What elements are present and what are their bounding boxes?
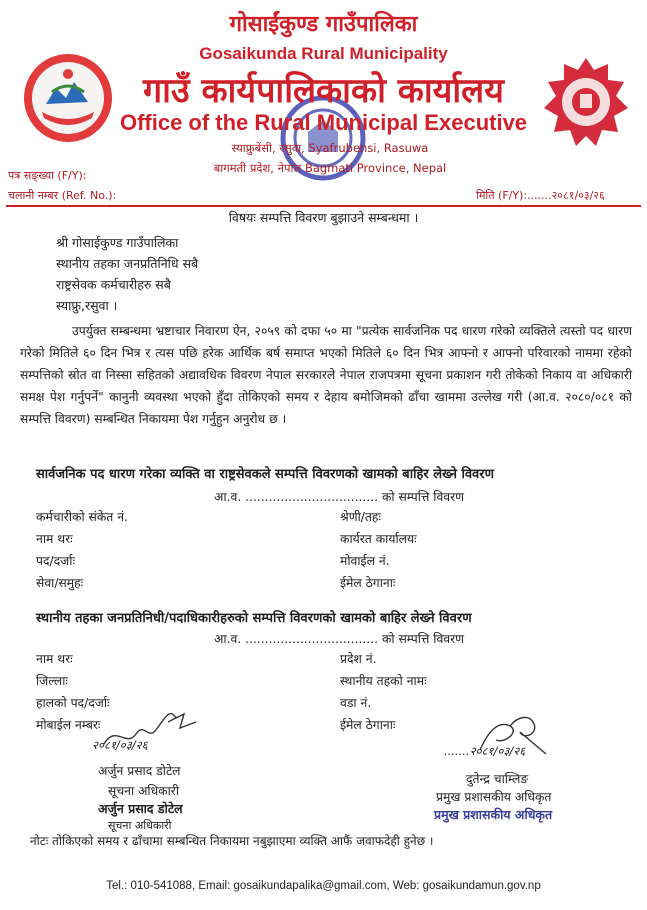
- address-line-1: स्याफ्रुबेंसी, रसुवा, Syafrubensi, Rasuwa: [231, 141, 429, 155]
- s1-field-office: कार्यरत कार्यालयः: [340, 532, 417, 546]
- section1-fiscal-line: आ.व. .................................. को सम्पत्ति विवरण: [214, 490, 465, 504]
- body-paragraph: उपर्युक्त सम्बन्धमा भ्रष्टाचार निवारण ऐन, २०५९ को दफा ५० मा "प्रत्येक सार्वजनिक पद धारण गरेको व्यक्तिले त्यस्तो पद धारण गरेको मितिले ६० दिन भित्र र त्यस पछि हरेक आर्थिक बर्ष समाप्त भएको मितिले ६० दिन भित्र आफ्नो र आफ्नो परिवारको नाममा रहेको सम्पत्तिको स्रोत वा निस्सा सहितको अद्यावधिक विवरण नेपाल सरकारले नेपाल राजपत्रमा सूचना प्रकाशन गरी तोकेको निकाय वा अधिकारी समक्ष पेश गर्नुपर्ने" कानुनी व्यवस्था भएको हुँदा तोकिएको समय र देहाय बमोजिमको ढाँचा खाममा उल्लेख गरी (आ.व. २०८०/०८१ को सम्पत्ति विवरण) सम्बन्धित निकायमा पेश गर्नुहुन अनुरोध छ ।: [20, 324, 632, 426]
- s1-field-grade: श्रेणी/तहः: [340, 510, 381, 524]
- date-label: मिति (F/Y):.......: [476, 189, 552, 202]
- date-value: २०८१/०३/२६: [551, 189, 605, 202]
- recipient-line: स्थानीय तहका जनप्रतिनिधि सबै: [56, 256, 199, 271]
- note-line: नोटः तोकिएको समय र ढाँचामा सम्बन्धित निकायमा नबुझाएमा व्यक्ति आफैं जवाफदेही हुनेछ ।: [30, 834, 434, 848]
- office-name-nepali: गाउँ कार्यपालिकाको कार्यालय: [143, 71, 504, 111]
- right-signatory-name: दुतेन्द्र चाम्लिङ: [466, 772, 529, 786]
- address-line-2: बागमती प्रदेश, नेपाल Bagmati Province, Nepal: [213, 161, 447, 175]
- left-signatory-title: सूचना अधिकारी: [108, 784, 180, 798]
- s1-field-name: नाम थरः: [36, 532, 73, 546]
- right-date-dots: .......: [444, 744, 470, 758]
- s1-field-employee-code: कर्मचारीको संकेत नं.: [36, 510, 128, 524]
- s1-field-email: ईमेल ठेगानाः: [340, 576, 396, 590]
- s2-field-mobile: मोबाईल नम्बरः: [36, 718, 101, 732]
- right-signatory-title: प्रमुख प्रशासकीय अधिकृत: [436, 790, 552, 804]
- s2-field-district: जिल्लाः: [36, 674, 68, 688]
- left-signature-date: २०८१/०३/२६: [92, 738, 148, 752]
- right-date-value: २०८१/०३/२६: [469, 744, 526, 758]
- section1-title: सार्वजनिक पद धारण गरेका व्यक्ति वा राष्ट्रसेवकले सम्पत्ति विवरणको खामको बाहिर लेख्ने विवरण: [36, 467, 494, 482]
- right-signature-date: [444, 744, 525, 759]
- left-stamp-name: अर्जुन प्रसाद डोटेल: [98, 801, 183, 816]
- s2-field-local-level: स्थानीय तहको नामः: [340, 674, 427, 688]
- right-stamp-title: प्रमुख प्रशासकीय अधिकृत: [434, 807, 553, 822]
- s1-field-position: पद/दर्जाः: [36, 554, 75, 568]
- office-name-english: Office of the Rural Municipal Executive: [119, 110, 528, 135]
- s2-field-province: प्रदेश नं.: [340, 652, 377, 666]
- letter-number-label: पत्र सङ्ख्या (F/Y):: [8, 169, 87, 182]
- recipient-line: स्याफ्रु,रसुवा ।: [56, 298, 118, 313]
- section2-title: स्थानीय तहका जनप्रतिनिधी/पदाधिकारीहरुको सम्पत्ति विवरणको खामको बाहिर लेख्ने विवरण: [36, 611, 472, 626]
- recipient-line: श्री गोसाईकुण्ड गाउँपालिका: [56, 235, 179, 250]
- date-field: [476, 188, 605, 203]
- header-divider: [6, 205, 641, 207]
- recipient-list: [56, 232, 198, 316]
- left-signatory-name: अर्जुन प्रसाद डोटेल: [98, 764, 181, 778]
- footer-contact: Tel.: 010-541088, Email: gosaikundapalika@gmail.com, Web: gosaikundamun.gov.np: [106, 880, 541, 892]
- recipient-line: राष्ट्रसेवक कर्मचारीहरु सबै: [56, 277, 171, 292]
- s2-field-name: नाम थरः: [36, 652, 73, 666]
- left-stamp-title: सूचना अधिकारी: [108, 819, 172, 832]
- s2-field-ward: वडा नं.: [340, 696, 372, 710]
- s2-field-position: हालको पद/दर्जाः: [36, 696, 110, 710]
- subject-line: विषयः सम्पत्ति विवरण बुझाउने सम्बन्धमा ।: [228, 210, 419, 225]
- municipality-name-nepali: गोसाईंकुण्ड गाउँपालिका: [229, 11, 418, 37]
- section2-fiscal-line: आ.व. .................................. को सम्पत्ति विवरण: [214, 632, 465, 646]
- s2-field-email: ईमेल ठेगानाः: [340, 718, 396, 732]
- s1-field-mobile: मोवाईल नं.: [340, 554, 390, 568]
- s1-field-service-group: सेवा/समुहः: [36, 576, 84, 590]
- municipality-name-english: Gosaikunda Rural Municipality: [199, 44, 448, 63]
- reference-number-label: चलानी नम्बर (Ref. No.):: [8, 189, 117, 202]
